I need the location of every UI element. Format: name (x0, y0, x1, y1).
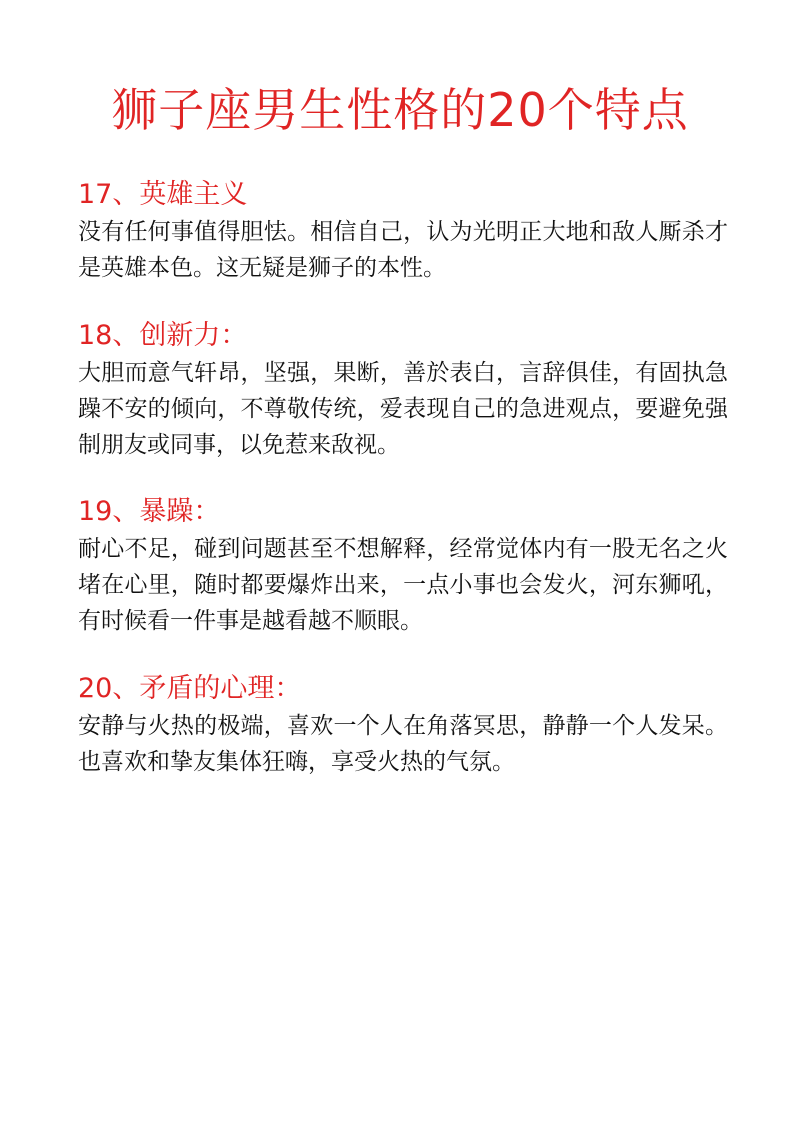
section-heading: 20、矛盾的心理： (78, 673, 302, 704)
section-heroism (78, 176, 728, 286)
section-body: 耐心不足，碰到问题甚至不想解释，经常觉体内有一股无名之火堵在心里，随时都要爆炸出来，一点小事也会发火，河东狮吼，有时候看一件事是越看越不顺眼。 (78, 536, 728, 634)
section-body: 大胆而意气轩昂，坚强，果断，善於表白，言辞俱佳，有固执急躁不安的倾向，不尊敬传统，爱表现自己的急进观点，要避免强制朋友或同事，以免惹来敌视。 (78, 360, 728, 458)
section-heading: 18、创新力： (78, 320, 248, 351)
section-contradiction (78, 670, 728, 780)
section-body: 安静与火热的极端，喜欢一个人在角落冥思，静静一个人发呆。也喜欢和挚友集体狂嗨，享受火热的气氛。 (78, 713, 728, 775)
section-body: 没有任何事值得胆怯。相信自己，认为光明正大地和敌人厮杀才是英雄本色。这无疑是狮子的本性。 (78, 219, 728, 281)
section-heading: 17、英雄主义 (78, 179, 248, 210)
section-creativity (78, 317, 728, 463)
section-heading: 19、暴躁： (78, 496, 221, 527)
section-irritability (78, 493, 728, 639)
page-title: 狮子座男生性格的20个特点 (111, 83, 689, 137)
